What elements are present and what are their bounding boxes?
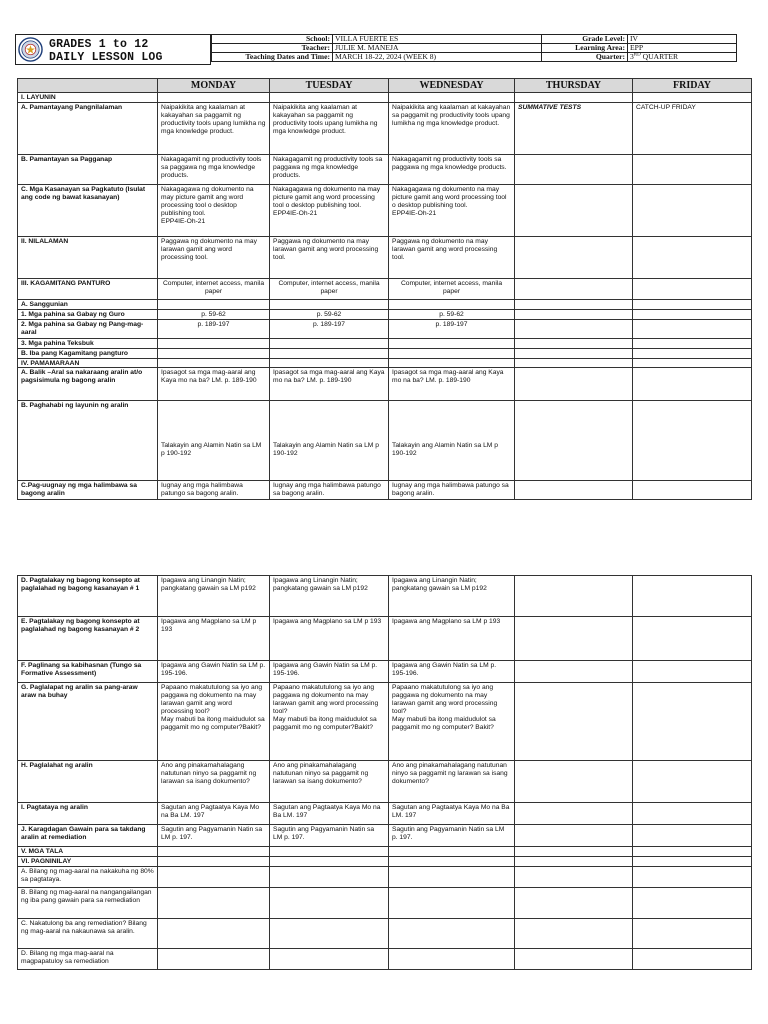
teacher-value: JULIE M. MANEJA <box>333 44 542 53</box>
g-tuesday-text-1: Papaano makatutulong sa iyo ang paggawa ng dokumento na may larawan gamit ang word processing tool? <box>273 684 379 715</box>
quarter-number: 3 <box>630 52 634 61</box>
row-label-gabay-ng-mag-aaral: 2. Mga pahina sa Gabay ng Pang-mag-aaral <box>18 319 158 338</box>
section-pamamaraan: IV. PAMAMARAAN <box>18 358 158 368</box>
competency-monday: Nakagagawa ng dokumento na may picture gamit ang word processing tool o desktop publishing tool. <box>161 185 254 217</box>
row-label-balik-aral: A. Balik –Aral sa nakaraang aralin at/o pagsisimula ng bagong aralin <box>18 368 158 401</box>
cell-kagamitan-tuesday: Computer, internet access, manila paper <box>270 278 389 299</box>
cell-j-monday: Sagutin ang Pagyamanin Natin sa LM p. 197. <box>158 825 270 847</box>
cell-d-wednesday: Ipagawa ang Linangin Natin; pangkatang gawain sa LM p192 <box>389 576 515 617</box>
school-value: VILLA FUERTE ES <box>333 35 542 44</box>
competency-wednesday: Nakagagawa ng dokumento na may picture gamit ang word processing tool o desktop publishing tool. <box>392 185 507 209</box>
day-header-friday: FRIDAY <box>633 79 752 93</box>
lesson-log-table-1 <box>17 78 752 500</box>
teaching-dates-value: MARCH 18-22, 2024 (WEEK 8) <box>333 53 542 62</box>
cell-c-monday <box>158 184 270 236</box>
cell-hahabi-tuesday <box>270 401 389 481</box>
reflection-row-d: D. Bilang ng mga mag-aaral na magpapatuloy sa remediation <box>18 948 158 969</box>
row-label-pamantayan-sa-pagganap: B. Pamantayan sa Pagganap <box>18 154 158 184</box>
cell-ugnay-tuesday: Iugnay ang mga halimbawa patungo sa bagong aralin. <box>270 481 389 500</box>
cell-a-tuesday: Naipakikita ang kaalaman at kakayahan sa paggamit ng productivity tools upang lumikha ng mga knowledge product. <box>270 102 389 154</box>
cell-balik-tuesday: Ipasagot sa mga mag-aaral ang Kaya mo na ba? LM. p. 189-190 <box>270 368 389 401</box>
row-label-kagamitang-panturo: III. KAGAMITANG PANTURO <box>18 278 158 299</box>
title-line-1: GRADES 1 to 12 <box>49 38 149 51</box>
cell-kagamitan-wednesday: Computer, internet access, manila paper <box>389 278 515 299</box>
g-monday-text-2: May mabuti ba itong maidudulot sa paggamit mo ng computer?Bakit? <box>161 715 265 731</box>
row-label-sanggunian: A. Sanggunian <box>18 299 158 309</box>
cell-h-wednesday: Ano ang pinakamahalagang natutunan ninyo sa paggamit ng larawan sa isang dokumento? <box>389 761 515 803</box>
cell-nilalaman-monday: Paggawa ng dokumento na may larawan gamit ang word processing tool. <box>158 236 270 278</box>
catch-up-friday-label: CATCH-UP FRIDAY <box>633 102 752 154</box>
cell-e-wednesday: Ipagawa ang Magplano sa LM p 193 <box>389 617 515 661</box>
g-wednesday-text-2: May mabuti ba itong maidudulot sa paggamit mo ng computer? Bakit? <box>392 715 496 731</box>
row-label-paglalapat: G. Paglalapat ng aralin sa pang-araw araw na buhay <box>18 683 158 761</box>
teaching-dates-label: Teaching Dates and Time: <box>212 53 333 62</box>
cell-g-wednesday <box>389 683 515 761</box>
cell-f-wednesday: Ipagawa ang Gawin Natin sa LM p. 195-196. <box>389 661 515 683</box>
cell-balik-wednesday: Ipasagot sa mga mag-aaral ang Kaya mo na ba? LM. p. 189-190 <box>389 368 515 401</box>
school-label: School: <box>212 35 333 44</box>
cell-kagamitan-monday: Computer, internet access, manila paper <box>158 278 270 299</box>
learning-area-value: EPP <box>628 44 737 53</box>
row-label-pamantayang-pangnilalaman: A. Pamantayang Pangnilalaman <box>18 102 158 154</box>
cell-guro-wednesday: p. 59-62 <box>389 309 515 319</box>
g-wednesday-text-1: Papaano makatutulong sa iyo ang paggawa ng dokumento na may larawan gamit ang word processing tool? <box>392 684 498 715</box>
cell-g-monday <box>158 683 270 761</box>
cell-j-tuesday: Sagutin ang Pagyamanin Natin sa LM p. 197. <box>270 825 389 847</box>
cell-i-tuesday: Sagutan ang Pagtaatya Kaya Mo na Ba LM. 197 <box>270 803 389 825</box>
row-label-pagtataya: I. Pagtataya ng aralin <box>18 803 158 825</box>
hahabi-monday-text: Talakayin ang Alamin Natin sa LM p 190-192 <box>161 442 262 458</box>
cell-b-monday: Nakagagamit ng productivity tools sa paggawa ng mga knowledge products. <box>158 154 270 184</box>
row-label-paghahabi: B. Paghahabi ng layunin ng aralin <box>18 401 158 481</box>
cell-h-tuesday: Ano ang pinakamahalagang natutunan ninyo sa paggamit ng larawan sa isang dokumento? <box>270 761 389 803</box>
cell-ugnay-monday: Iugnay ang mga halimbawa patungo sa bagong aralin. <box>158 481 270 500</box>
header-title-box <box>15 34 211 65</box>
code-monday: EPP4IE-Oh-21 <box>161 217 206 225</box>
title-line-2: DAILY LESSON LOG <box>49 50 163 64</box>
reflection-row-b: B. Bilang ng mag-aaral na nangangailangan ng iba pang gawain para sa remediation <box>18 887 158 918</box>
section-layunin: I. LAYUNIN <box>18 93 158 103</box>
reflection-row-a: A. Bilang ng mag-aaral na nakakuha ng 80% sa pagtataya. <box>18 866 158 887</box>
cell-nilalaman-tuesday: Paggawa ng dokumento na may larawan gamit ang word processing tool. <box>270 236 389 278</box>
g-tuesday-text-2: May mabuti ba itong maidudulot sa paggamit mo ng computer?Bakit? <box>273 715 377 731</box>
teacher-label: Teacher: <box>212 44 333 53</box>
quarter-value <box>628 53 737 62</box>
page-title <box>49 39 163 64</box>
summative-tests-label: SUMMATIVE TESTS <box>515 102 633 154</box>
learning-area-label: Learning Area: <box>542 44 628 53</box>
cell-ugnay-wednesday: Iugnay ang mga halimbawa patungo sa bagong aralin. <box>389 481 515 500</box>
cell-d-monday: Ipagawa ang Linangin Natin; pangkatang gawain sa LM p192 <box>158 576 270 617</box>
quarter-label: Quarter: <box>542 53 628 62</box>
cell-d-tuesday: Ipagawa ang Linangin Natin; pangkatang gawain sa LM p192 <box>270 576 389 617</box>
day-header-thursday: THURSDAY <box>515 79 633 93</box>
row-label-gabay-ng-guro: 1. Mga pahina sa Gabay ng Guro <box>18 309 158 319</box>
row-label-pagtalakay-1: D. Pagtalakay ng bagong konsepto at paglalahad ng bagong kasanayan # 1 <box>18 576 158 617</box>
cell-a-wednesday: Naipakikita ang kaalaman at kakayahan sa paggamit ng productivity tools upang lumikha ng mga knowledge product. <box>389 102 515 154</box>
cell-guro-monday: p. 59-62 <box>158 309 270 319</box>
day-header-tuesday: TUESDAY <box>270 79 389 93</box>
day-header-monday: MONDAY <box>158 79 270 93</box>
cell-h-monday: Ano ang pinakamahalagang natutunan ninyo sa paggamit ng larawan sa isang dokumento? <box>158 761 270 803</box>
cell-mag-tuesday: p. 189-197 <box>270 319 389 338</box>
row-label-karagdagang-gawain: J. Karagdagan Gawain para sa takdang aralin at remediation <box>18 825 158 847</box>
row-label-paglalahat: H. Paglalahat ng aralin <box>18 761 158 803</box>
grade-level-label: Grade Level: <box>542 35 628 44</box>
code-wednesday: EPP4IE-Oh-21 <box>392 209 437 217</box>
deped-seal-icon <box>18 37 43 62</box>
corner-cell <box>18 79 158 93</box>
reflection-row-c: C. Nakatulong ba ang remediation? Bilang ng mag-aaral na nakaunawa sa aralin. <box>18 918 158 948</box>
cell-i-monday: Sagutan ang Pagtaatya Kaya Mo na Ba LM. 197 <box>158 803 270 825</box>
grade-level-value: IV <box>628 35 737 44</box>
cell-mag-wednesday: p. 189-197 <box>389 319 515 338</box>
cell-mag-monday: p. 189-197 <box>158 319 270 338</box>
quarter-suffix: RD <box>633 52 641 58</box>
cell-j-wednesday: Sagutin ang Pagyamanin Natin sa LM p. 197. <box>389 825 515 847</box>
row-label-iba-pang-kagamitan: B. Iba pang Kagamitang pangturo <box>18 348 158 358</box>
quarter-text: QUARTER <box>640 52 679 61</box>
row-label-pagtalakay-2: E. Pagtalakay ng bagong konsepto at paglalahad ng bagong kasanayan # 2 <box>18 617 158 661</box>
cell-i-wednesday: Sagutan ang Pagtaatya Kaya Mo na Ba LM. 197 <box>389 803 515 825</box>
cell-nilalaman-wednesday: Paggawa ng dokumento na may larawan gamit ang word processing tool. <box>389 236 515 278</box>
day-header-wednesday: WEDNESDAY <box>389 79 515 93</box>
cell-c-tuesday <box>270 184 389 236</box>
row-label-nilalaman: II. NILALAMAN <box>18 236 158 278</box>
hahabi-tuesday-text: Talakayin ang Alamin Natin sa LM p 190-192 <box>273 442 379 458</box>
cell-c-wednesday <box>389 184 515 236</box>
row-label-pag-uugnay: C.Pag-uugnay ng mga halimbawa sa bagong aralin <box>18 481 158 500</box>
cell-f-tuesday: Ipagawa ang Gawin Natin sa LM p. 195-196. <box>270 661 389 683</box>
section-pagninilay: VI. PAGNINILAY <box>18 856 158 866</box>
cell-balik-monday: Ipasagot sa mga mag-aaral ang Kaya mo na ba? LM. p. 189-190 <box>158 368 270 401</box>
lesson-log-table-2 <box>17 575 752 970</box>
g-monday-text-1: Papaano makatutulong sa iyo ang paggawa ng dokumento na may larawan gamit ang word processing tool? <box>161 684 263 715</box>
cell-g-tuesday <box>270 683 389 761</box>
code-tuesday: EPP4IE-Oh-21 <box>273 209 318 217</box>
row-label-paglinang: F. Paglinang sa kabihasnan (Tungo sa Formative Assessment) <box>18 661 158 683</box>
cell-e-monday: Ipagawa ang Magplano sa LM p 193 <box>158 617 270 661</box>
cell-guro-tuesday: p. 59-62 <box>270 309 389 319</box>
cell-a-monday: Naipakikita ang kaalaman at kakayahan sa paggamit ng productivity tools upang lumikha ng mga knowledge product. <box>158 102 270 154</box>
cell-hahabi-monday <box>158 401 270 481</box>
cell-b-wednesday: Nakagagamit ng productivity tools sa paggawa ng mga knowledge products. <box>389 154 515 184</box>
cell-e-tuesday: Ipagawa ang Magplano sa LM p 193 <box>270 617 389 661</box>
cell-b-tuesday: Nakagagamit ng productivity tools sa paggawa ng mga knowledge products. <box>270 154 389 184</box>
cell-f-monday: Ipagawa ang Gawin Natin sa LM p. 195-196. <box>158 661 270 683</box>
competency-tuesday: Nakagagawa ng dokumento na may picture gamit ang word processing tool o desktop publishing tool. <box>273 185 381 209</box>
header-info-table <box>211 34 737 62</box>
row-label-teksbuk: 3. Mga pahina Teksbuk <box>18 338 158 348</box>
cell-hahabi-wednesday <box>389 401 515 481</box>
row-label-mga-kasanayan: C. Mga Kasanayan sa Pagkatuto (Isulat ang code ng bawat kasanayan) <box>18 184 158 236</box>
hahabi-wednesday-text: Talakayin ang Alamin Natin sa LM p 190-192 <box>392 442 498 458</box>
section-mga-tala: V. MGA TALA <box>18 847 158 857</box>
